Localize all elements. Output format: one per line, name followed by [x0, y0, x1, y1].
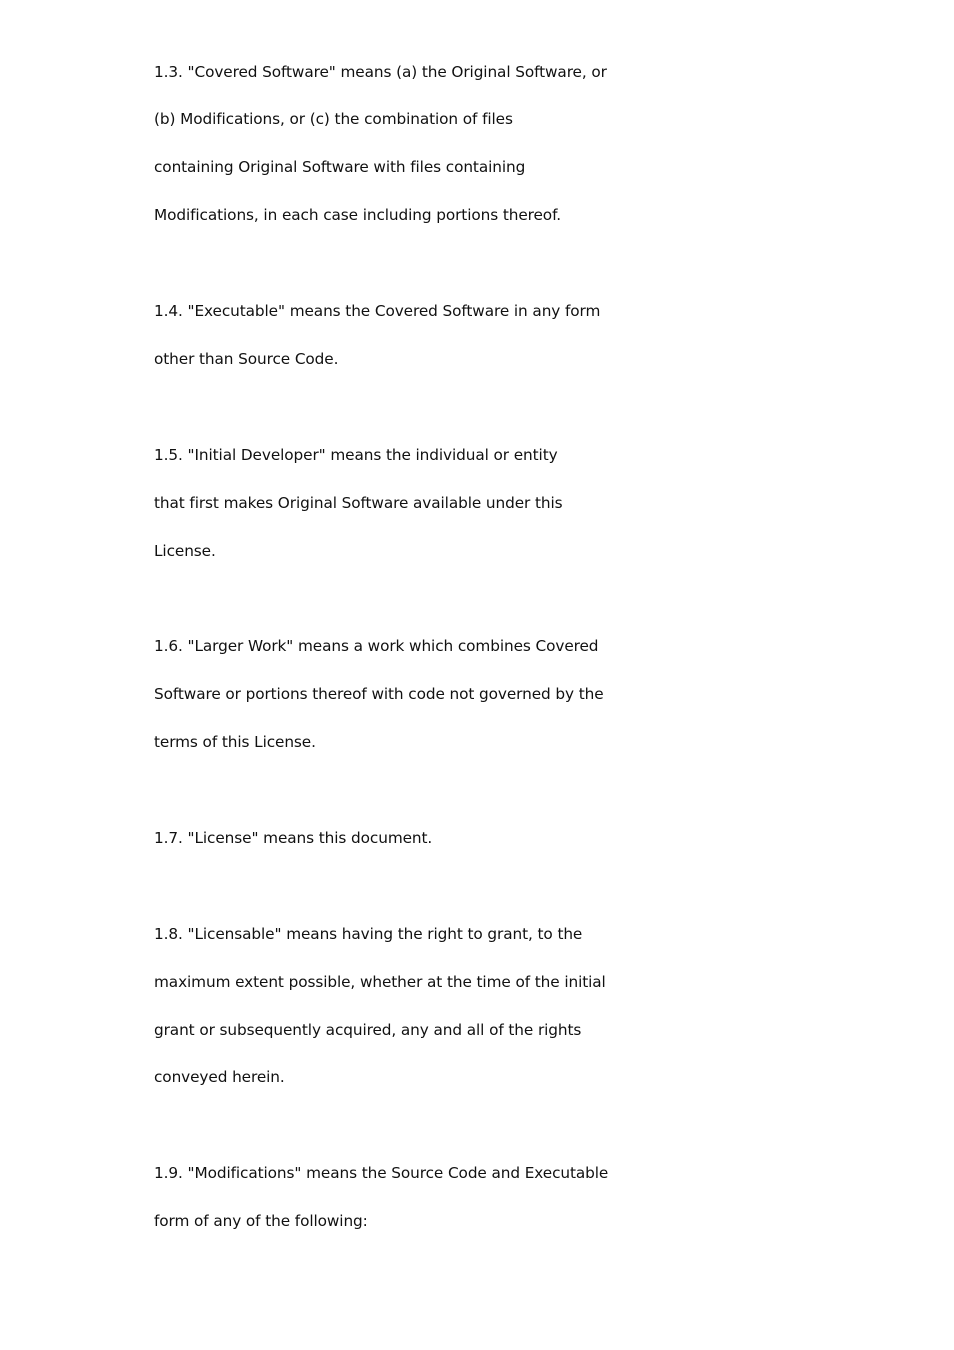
section-1-5-line-2: that first makes Original Software available under this: [154, 494, 563, 512]
section-1-7-line-1: 1.7. "License" means this document.: [154, 829, 433, 847]
section-1-8-line-2: maximum extent possible, whether at the time of the initial: [154, 973, 606, 991]
section-1-6-line-1: 1.6. "Larger Work" means a work which combines Covered: [154, 637, 599, 655]
section-1-6-line-2: Software or portions thereof with code not governed by the: [154, 685, 604, 703]
section-1-5-line-1: 1.5. "Initial Developer" means the individual or entity: [154, 446, 558, 464]
section-1-3-line-4: Modifications, in each case including portions thereof.: [154, 206, 562, 224]
section-1-4-line-1: 1.4. "Executable" means the Covered Software in any form: [154, 302, 601, 320]
section-1-4-line-2: other than Source Code.: [154, 350, 339, 368]
section-1-8-line-4: conveyed herein.: [154, 1068, 285, 1086]
section-1-3-line-2: (b) Modifications, or (c) the combination of files: [154, 110, 513, 128]
section-1-8-line-3: grant or subsequently acquired, any and all of the rights: [154, 1021, 582, 1039]
section-1-6-line-3: terms of this License.: [154, 733, 316, 751]
section-1-8-line-1: 1.8. "Licensable" means having the right to grant, to the: [154, 925, 583, 943]
section-1-9-line-2: form of any of the following:: [154, 1212, 368, 1230]
section-1-9-line-1: 1.9. "Modifications" means the Source Code and Executable: [154, 1164, 609, 1182]
section-1-3-line-1: 1.3. "Covered Software" means (a) the Original Software, or: [154, 63, 607, 81]
section-1-5-line-3: License.: [154, 542, 216, 560]
section-1-3-line-3: containing Original Software with files containing: [154, 158, 526, 176]
